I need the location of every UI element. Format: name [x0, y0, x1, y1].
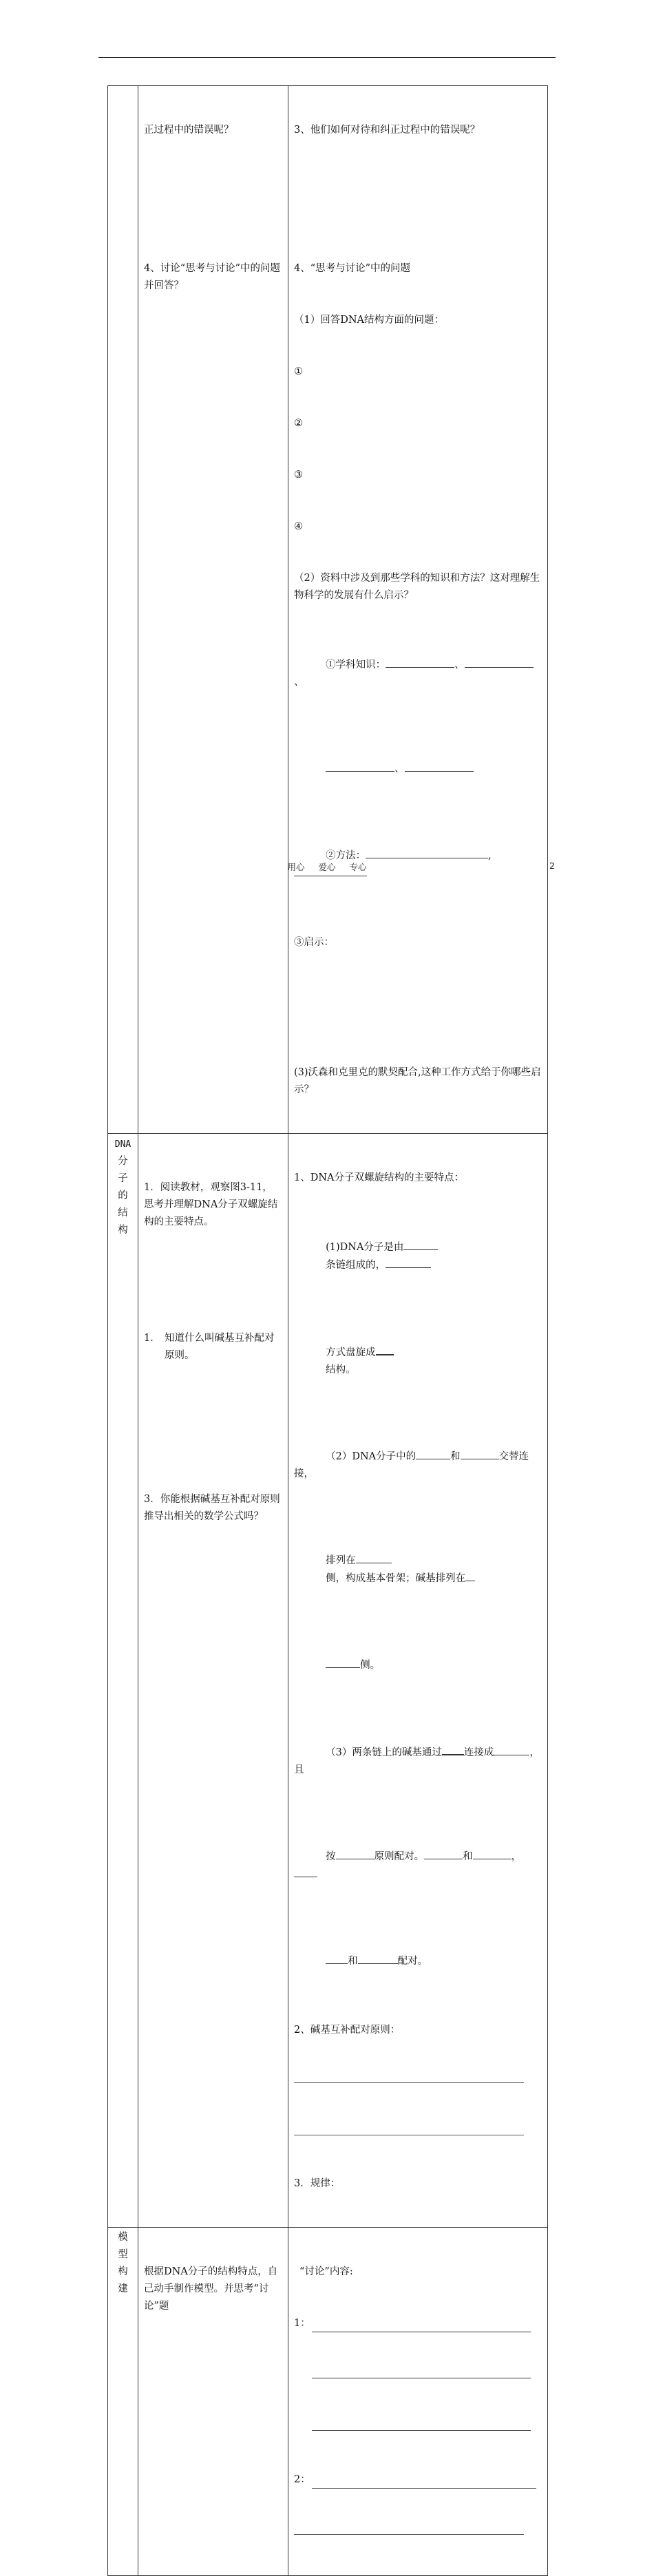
step-2: 1． 知道什么叫碱基互补配对原则。	[144, 1333, 275, 1361]
circled-4: ④	[294, 521, 303, 532]
header-rule	[98, 57, 556, 58]
blank[interactable]	[416, 1448, 450, 1459]
footer-word: 专心	[349, 862, 367, 872]
answer-line[interactable]	[312, 2321, 531, 2332]
blank[interactable]	[366, 847, 488, 858]
q3-question: 3、他们如何对待和纠正过程中的错误呢？	[294, 125, 481, 136]
step-1: 1．阅读教材，观察图3-11，思考并理解DNA分子双螺旋结构的主要特点。	[144, 1182, 278, 1227]
answer-line[interactable]	[294, 2126, 524, 2135]
row2-col3	[288, 1134, 548, 2228]
blank[interactable]	[424, 1848, 463, 1859]
blank[interactable]	[386, 1256, 431, 1268]
discussion-2: 2：	[294, 2471, 542, 2489]
blank[interactable]	[494, 1744, 529, 1755]
blank[interactable]	[336, 1848, 375, 1859]
answer-line[interactable]	[312, 2477, 536, 2489]
section-label-char: 构	[118, 1225, 128, 1236]
pairing-rule: 2、碱基互补配对原则：	[294, 2025, 401, 2036]
feature-2-end: 侧。	[294, 1639, 542, 1691]
q4-part2: （2）资料中涉及到那些学科的知识和方法？这对理解生物科学的发展有什么启示？	[294, 573, 540, 601]
feature-2: （2）DNA分子中的 和 交替连接，	[294, 1430, 542, 1500]
answer-line[interactable]	[294, 2073, 524, 2083]
knowledge-line: ①学科知识： 、、	[294, 639, 542, 708]
table-row	[108, 86, 548, 1134]
circled-1: ①	[294, 366, 303, 377]
feature-3-cont: 按 原则配对。 和 ，	[294, 1830, 542, 1901]
answer-line[interactable]	[294, 2523, 524, 2535]
row1-col3	[288, 86, 548, 1134]
blank[interactable]	[465, 1570, 475, 1581]
knowledge-line-2: 、	[294, 743, 542, 795]
table-row	[108, 2228, 548, 2576]
row3-col1	[108, 2228, 138, 2576]
blank[interactable]	[326, 760, 394, 772]
footer-word: 爱心	[318, 862, 336, 872]
section-label-char: 模	[118, 2232, 128, 2243]
blank[interactable]	[442, 1743, 464, 1755]
footer-word: 用心	[287, 862, 305, 872]
feature-2-cont: 排列在 侧，构成基本骨架；碱基排列在	[294, 1534, 542, 1605]
circled-3: ③	[294, 469, 303, 481]
section-label-char: 构	[118, 2266, 128, 2277]
hint-label: ③启示：	[294, 937, 334, 948]
section-label-char: 分	[118, 1156, 128, 1167]
row1-col2	[138, 86, 288, 1134]
page-footer	[0, 861, 654, 873]
step-3: 3．你能根据碱基互补配对原则推导出相关的数学公式吗？	[144, 1494, 280, 1522]
answer-line[interactable]	[312, 2367, 531, 2378]
feature-3-end: 和 配对。	[294, 1935, 542, 1987]
circled-2: ②	[294, 418, 303, 429]
answer-line[interactable]	[312, 2419, 531, 2431]
q4-part1: （1）回答DNA结构方面的问题：	[294, 315, 445, 326]
blank[interactable]	[294, 1866, 317, 1877]
row2-col2	[138, 1134, 288, 2228]
feature-1-cont: 方式盘旋成 结构。	[294, 1326, 542, 1396]
feature-1: (1)DNA分子是由 条链组成的，	[294, 1221, 542, 1291]
section-label-char: 结	[118, 1207, 128, 1218]
table-row	[108, 1134, 548, 2228]
blank[interactable]	[386, 656, 454, 668]
section-label-dna: DNA	[114, 1139, 131, 1150]
blank[interactable]	[405, 760, 474, 772]
blank[interactable]	[356, 1552, 392, 1563]
blank[interactable]	[326, 1656, 360, 1668]
blank[interactable]	[326, 1952, 348, 1964]
section-label-char: 的	[118, 1190, 128, 1201]
section-label-char: 建	[118, 2283, 128, 2294]
features-title: 1、DNA分子双螺旋结构的主要特点：	[294, 1172, 465, 1183]
blank[interactable]	[461, 1448, 499, 1459]
row1-col1	[108, 86, 138, 1134]
q4-title: 4、“思考与讨论”中的问题	[294, 263, 411, 274]
q3-tail: 正过程中的错误呢？	[144, 125, 234, 136]
q4-part3: (3)沃森和克里克的默契配合,这种工作方式给于你哪些启示？	[294, 1067, 541, 1095]
row2-col1	[108, 1134, 138, 2228]
section-label-char: 型	[118, 2249, 128, 2260]
model-instructions: 根据DNA分子的结构特点，自己动手制作模型。并思考“讨论”题	[144, 2266, 278, 2312]
blank[interactable]	[403, 1238, 438, 1250]
feature-3: （3）两条链上的碱基通过 连接成 ，且	[294, 1726, 542, 1796]
discussion-1: 1：	[294, 2315, 542, 2332]
method-line: ②方法： ,	[294, 830, 542, 900]
blank[interactable]	[376, 1343, 394, 1355]
blank[interactable]	[465, 656, 534, 668]
blank[interactable]	[473, 1848, 511, 1859]
row3-col2	[138, 2228, 288, 2576]
row3-col3	[288, 2228, 548, 2576]
q4-prompt: 4、讨论“思考与讨论”中的问题并回答？	[144, 263, 281, 291]
section-label-char: 子	[118, 1173, 128, 1184]
law-label: 3．规律：	[294, 2178, 341, 2189]
blank[interactable]	[358, 1952, 398, 1964]
worksheet-table	[107, 85, 548, 2576]
discussion-title: “讨论”内容:	[299, 2266, 353, 2277]
page-number: 2	[549, 861, 555, 871]
